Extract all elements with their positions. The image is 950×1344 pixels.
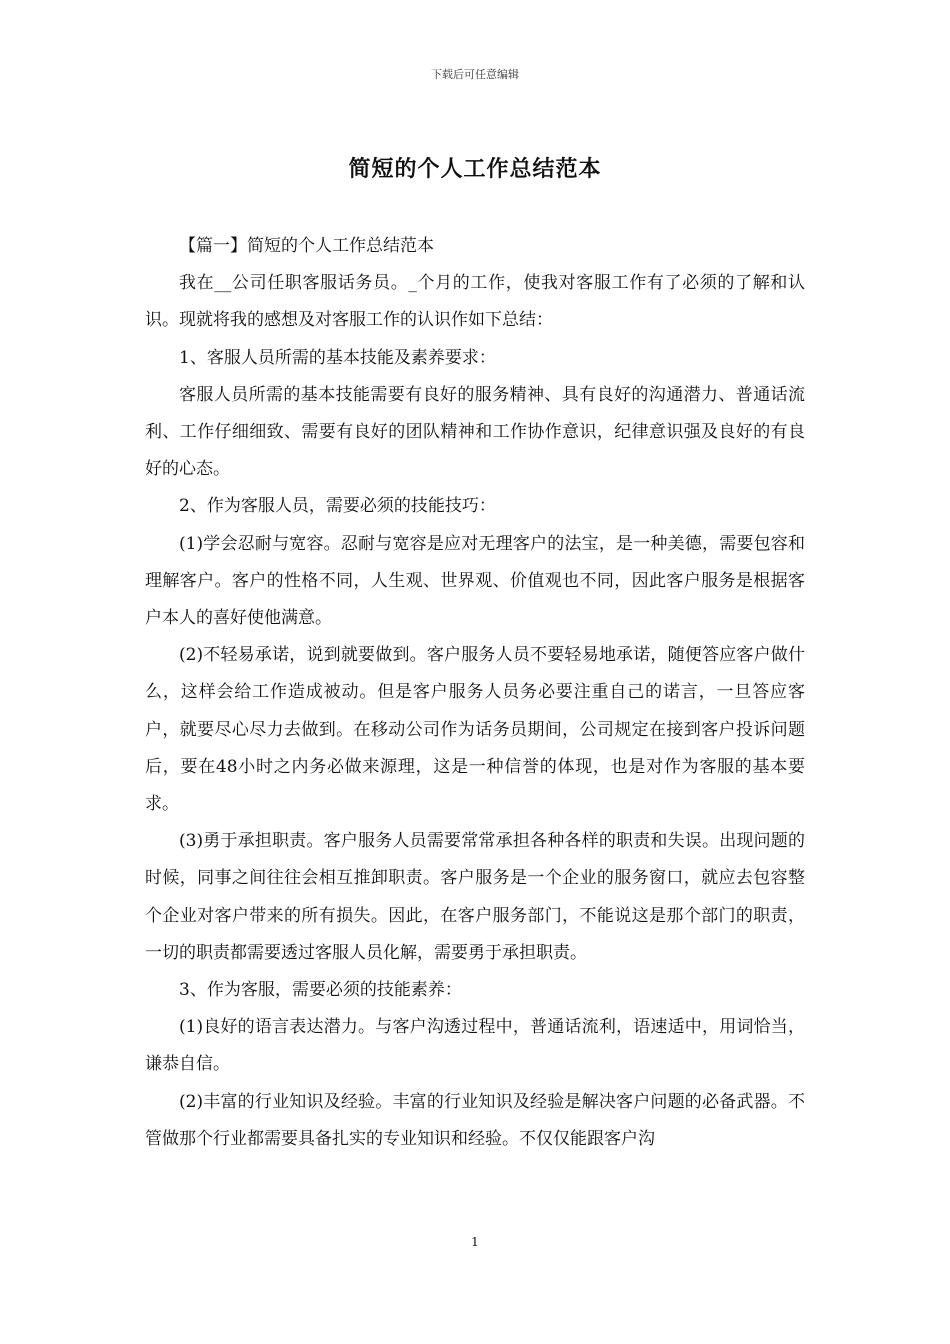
paragraph: 1、客服人员所需的基本技能及素养要求： bbox=[179, 347, 496, 368]
paragraph: (3)勇于承担职责。客户服务人员需要常常承担各种各样的职责和失误。出现问题的时候，同事之间往往会相互推卸职责。客户服务是一个企业的服务窗口，就应去包容整个企业对客户带来的所有损失。因此，在客户服务部门，不能说这是那个部门的职责，一切的职责都需要透过客服人员化解，需要勇于承担职责。 bbox=[145, 831, 805, 963]
paragraph: (1)良好的语言表达潜力。与客户沟透过程中，普通话流利，语速适中，用词恰当，谦恭自信。 bbox=[145, 1017, 805, 1075]
section-heading: 【篇一】简短的个人工作总结范本 bbox=[179, 236, 434, 256]
paragraph: 客服人员所需的基本技能需要有良好的服务精神、具有良好的沟通潜力、普通话流利、工作仔细细致、需要有良好的团队精神和工作协作意识，纪律意识强及良好的有良好的心态。 bbox=[145, 384, 805, 480]
page-header-note: 下载后可任意编辑 bbox=[431, 68, 519, 81]
document-body bbox=[145, 228, 805, 1158]
paragraph: 3、作为客服，需要必须的技能素养： bbox=[179, 980, 462, 1001]
paragraph: (2)不轻易承诺，说到就要做到。客户服务人员不要轻易地承诺，随便答应客户做什么，这样会给工作造成被动。但是客户服务人员务必要注重自己的诺言，一旦答应客户，就要尽心尽力去做到。在移动公司作为话务员期间，公司规定在接到客户投诉问题后，要在48小时之内务必做来源理，这是一种信誉的体现，也是对作为客服的基本要求。 bbox=[145, 645, 805, 815]
paragraph: 我在__公司任职客服话务员。_个月的工作，使我对客服工作有了必须的了解和认识。现就将我的感想及对客服工作的认识作如下总结： bbox=[145, 273, 805, 331]
page-number: 1 bbox=[471, 1235, 479, 1249]
paragraph: 2、作为客服人员，需要必须的技能技巧： bbox=[179, 496, 496, 517]
paragraph: (1)学会忍耐与宽容。忍耐与宽容是应对无理客户的法宝，是一种美德，需要包容和理解客户。客户的性格不同，人生观、世界观、价值观也不同，因此客户服务是根据客户本人的喜好使他满意。 bbox=[145, 533, 805, 629]
paragraph: (2)丰富的行业知识及经验。丰富的行业知识及经验是解决客户问题的必备武器。不管做那个行业都需要具备扎实的专业知识和经验。不仅仅能跟客户沟 bbox=[145, 1091, 805, 1149]
document-title: 简短的个人工作总结范本 bbox=[348, 156, 602, 182]
